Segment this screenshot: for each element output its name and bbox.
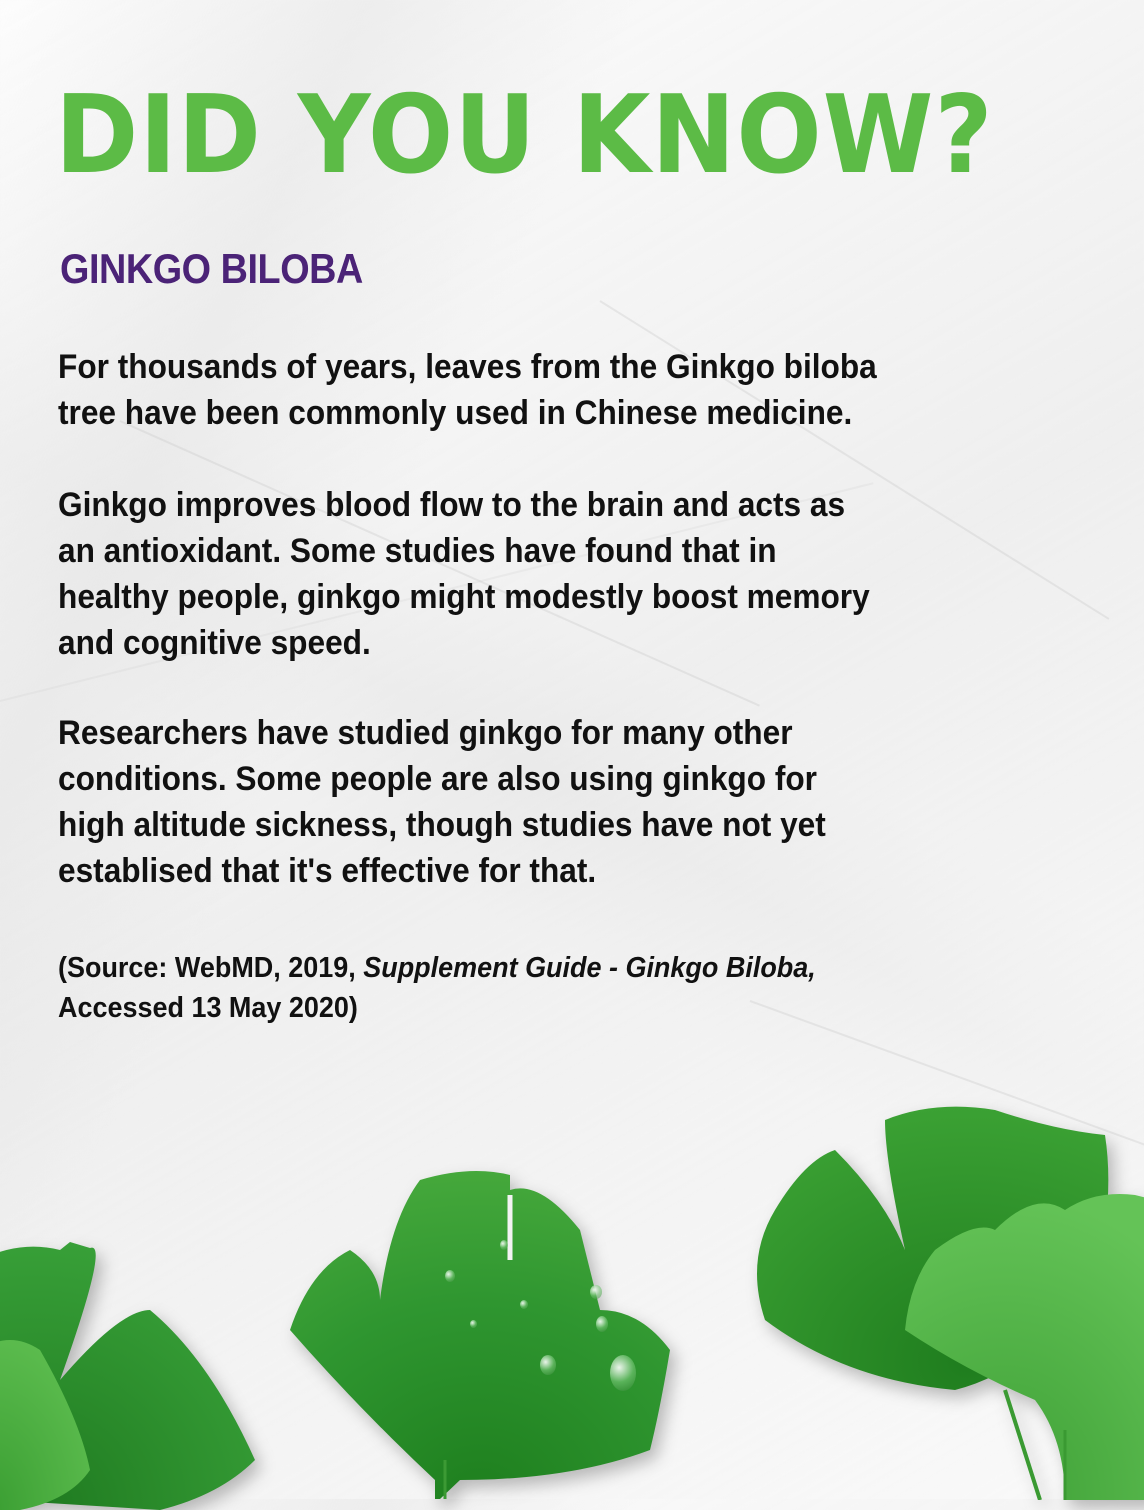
water-droplet bbox=[610, 1355, 636, 1391]
subtitle: GINKGO BILOBA bbox=[60, 245, 363, 292]
ginkgo-leaf-right-icon bbox=[735, 1100, 1144, 1500]
paragraph-2 bbox=[58, 482, 1035, 666]
text-line: Researchers have studied ginkgo for many other bbox=[58, 714, 793, 752]
text-line: and cognitive speed. bbox=[58, 624, 371, 662]
text-line: For thousands of years, leaves from the Ginkgo biloba bbox=[58, 348, 877, 386]
paragraph-1 bbox=[58, 344, 1035, 436]
water-droplet bbox=[540, 1355, 556, 1375]
text-line: tree have been commonly used in Chinese medicine. bbox=[58, 394, 853, 432]
text-line: high altitude sickness, though studies have not yet bbox=[58, 806, 826, 844]
ginkgo-leaf-left-icon bbox=[0, 1230, 280, 1510]
source-line-1: (Source: WebMD, 2019, Supplement Guide - Ginkgo Biloba, bbox=[58, 952, 816, 984]
text-line: Ginkgo improves blood flow to the brain and acts as bbox=[58, 486, 846, 524]
source-citation bbox=[58, 948, 988, 1028]
water-droplet bbox=[500, 1240, 508, 1250]
text-line: healthy people, ginkgo might modestly boost memory bbox=[58, 578, 870, 616]
water-droplet bbox=[596, 1316, 608, 1332]
water-droplet bbox=[520, 1300, 528, 1309]
water-droplet bbox=[590, 1285, 602, 1299]
water-droplet bbox=[445, 1270, 455, 1282]
water-droplet bbox=[470, 1320, 477, 1328]
text-line: an antioxidant. Some studies have found that in bbox=[58, 532, 777, 570]
page-title: DID YOU KNOW? bbox=[55, 73, 994, 198]
text-line: conditions. Some people are also using ginkgo for bbox=[58, 760, 817, 798]
paragraph-3 bbox=[58, 710, 1035, 894]
ginkgo-leaf-center-icon bbox=[270, 1160, 710, 1500]
text-line: establised that it's effective for that. bbox=[58, 852, 597, 890]
source-line-2: Accessed 13 May 2020) bbox=[58, 992, 358, 1024]
